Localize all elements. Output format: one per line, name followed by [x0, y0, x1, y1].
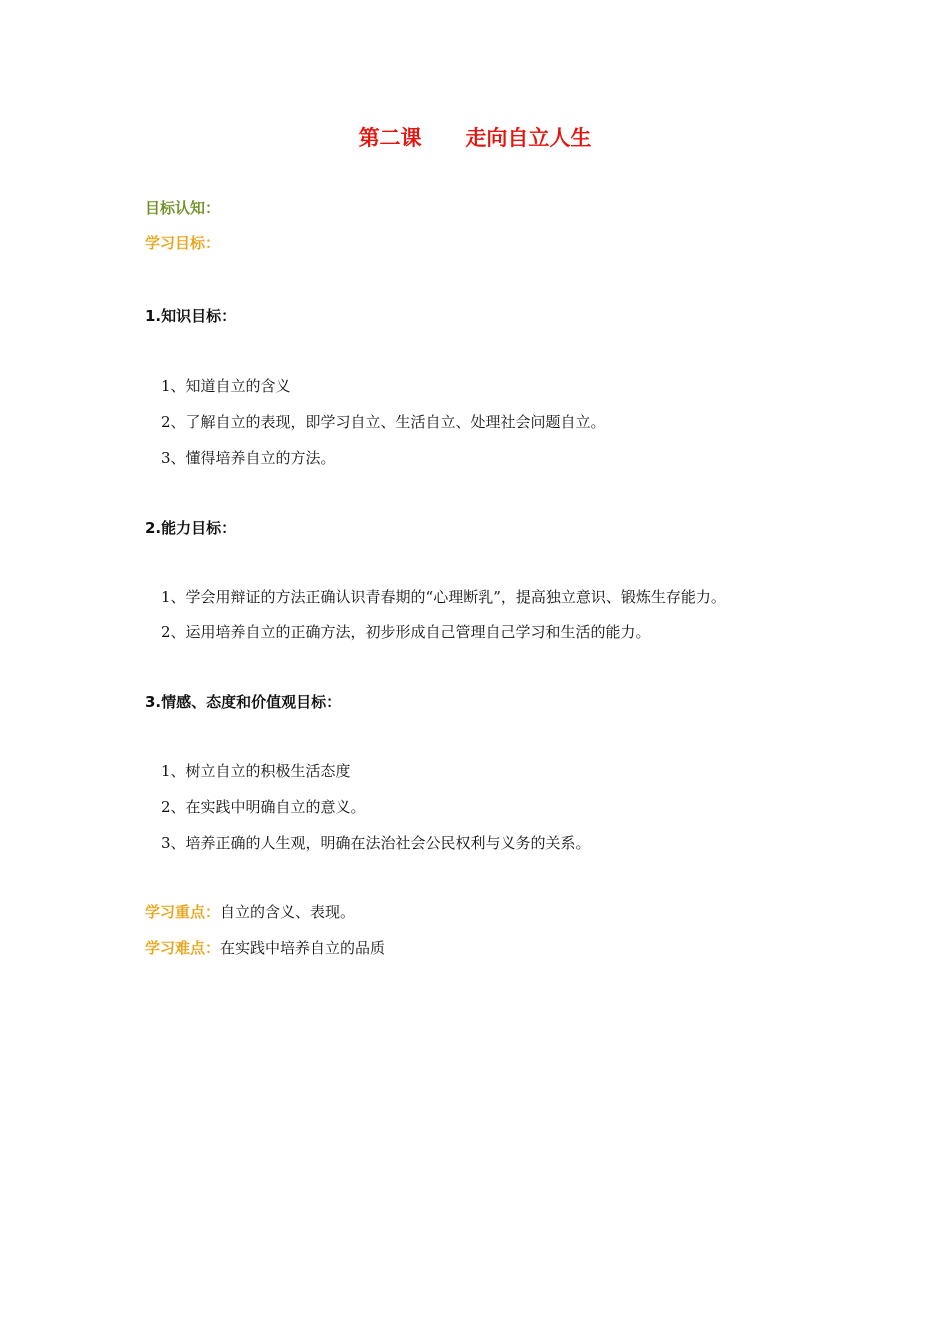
list-item: 3、培养正确的人生观，明确在法治社会公民权利与义务的关系。	[161, 834, 591, 852]
difficult-point-line	[145, 937, 385, 958]
list-item: 2、了解自立的表现，即学习自立、生活自立、处理社会问题自立。	[161, 413, 606, 431]
list-item: 2、在实践中明确自立的意义。	[161, 798, 366, 816]
difficult-point-label: 学习难点：	[145, 939, 221, 957]
key-point-value: 自立的含义、表现。	[220, 903, 356, 921]
list-item: 2、运用培养自立的正确方法，初步形成自己管理自己学习和生活的能力。	[161, 623, 651, 641]
key-point-label: 学习重点：	[145, 903, 221, 921]
knowledge-goals-heading: 1.知识目标：	[145, 307, 237, 325]
lesson-title: 第二课 走向自立人生	[358, 126, 592, 150]
list-item: 1、树立自立的积极生活态度	[161, 762, 351, 780]
values-goals-heading: 3.情感、态度和价值观目标：	[145, 693, 342, 711]
list-item: 3、懂得培养自立的方法。	[161, 449, 336, 467]
learning-goals-label: 学习目标：	[145, 234, 221, 252]
key-point-line	[145, 901, 355, 922]
difficult-point-value: 在实践中培养自立的品质	[220, 939, 386, 957]
goal-cognition-label: 目标认知：	[145, 199, 221, 217]
list-item: 1、知道自立的含义	[161, 377, 291, 395]
ability-goals-heading: 2.能力目标：	[145, 519, 237, 537]
list-item: 1、学会用辩证的方法正确认识青春期的“心理断乳”，提高独立意识、锻炼生存能力。	[161, 588, 726, 606]
